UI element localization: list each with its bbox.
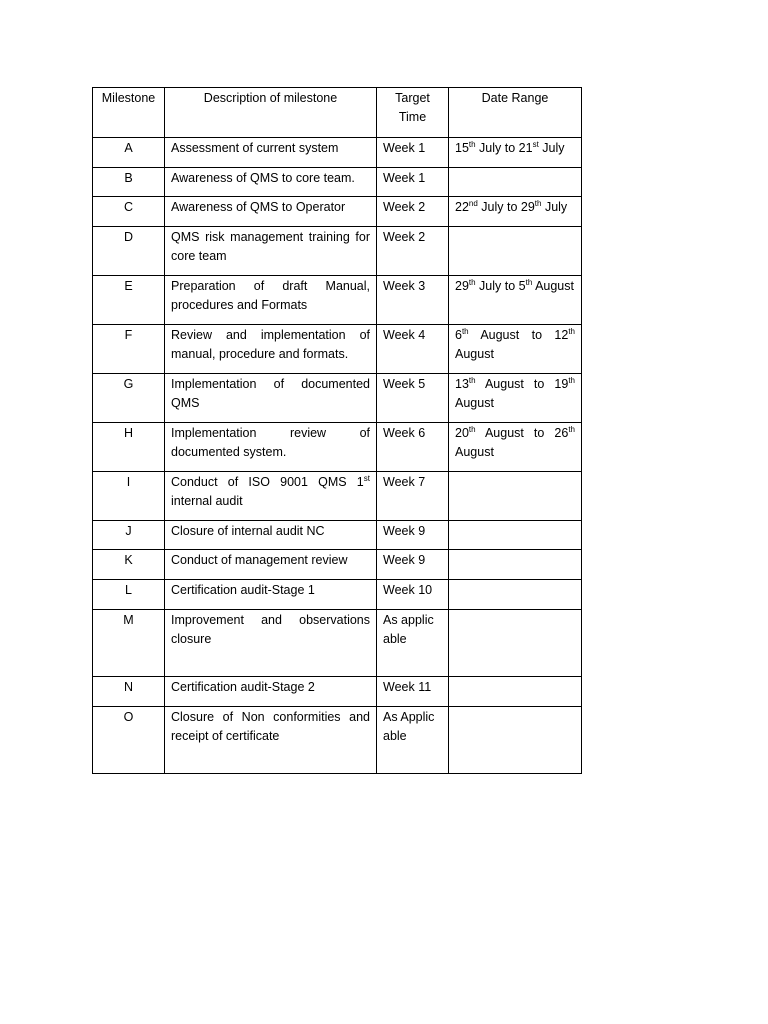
table-row [93, 423, 582, 472]
milestone-id-cell: K [93, 550, 165, 580]
target-time-cell [377, 707, 449, 774]
target-time-text: Week 1 [383, 171, 426, 185]
target-time-cell [377, 472, 449, 521]
date-range-part: August [455, 396, 494, 410]
date-range-part: August to 19 [475, 377, 569, 391]
header-milestone [93, 88, 165, 138]
milestone-id-cell: D [93, 227, 165, 276]
milestone-description-cell: Closure of internal audit NC [165, 521, 377, 550]
table-row [93, 707, 582, 774]
table-row [93, 138, 582, 168]
milestone-id-cell: H [93, 423, 165, 472]
date-range-part: July to 29 [477, 200, 535, 214]
target-time-cell [377, 521, 449, 550]
table-row [93, 580, 582, 610]
target-time-cell [377, 197, 449, 227]
date-range-part: 20 [455, 426, 469, 440]
milestone-description-cell: Conduct of management review [165, 550, 377, 580]
milestone-description-cell: Certification audit-Stage 2 [165, 677, 377, 707]
milestone-id-cell: O [93, 707, 165, 774]
date-range-part: August to 26 [475, 426, 569, 440]
target-time-cell [377, 374, 449, 423]
target-time-cell [377, 610, 449, 677]
date-range-part: July to 21 [475, 141, 533, 155]
date-ordinal-superscript: th [461, 327, 469, 336]
milestone-description-cell: Review and implementation of manual, procedure and formats. [165, 325, 377, 374]
header-description: Description of milestone [165, 88, 377, 138]
date-ordinal-superscript: th [468, 425, 476, 434]
table-row [93, 677, 582, 707]
date-range-part: 6 [455, 328, 462, 342]
target-time-text: Week 9 [383, 553, 426, 567]
target-time-text: Week 7 [383, 475, 426, 489]
target-time-cell [377, 168, 449, 197]
milestone-id-cell: J [93, 521, 165, 550]
target-time-text: Week 2 [383, 200, 426, 214]
target-time-text: Week 4 [383, 328, 426, 342]
table-row [93, 197, 582, 227]
header-milestone-label: Milestone [101, 91, 156, 105]
date-range-cell [449, 374, 582, 423]
date-ordinal-superscript: th [568, 376, 575, 385]
date-range-part: 29 [455, 279, 469, 293]
date-ordinal-superscript: nd [468, 199, 478, 208]
milestone-id-cell: F [93, 325, 165, 374]
target-time-cell [377, 550, 449, 580]
date-range-part: 15 [455, 141, 469, 155]
date-ordinal-superscript: th [534, 199, 542, 208]
date-range-text [455, 375, 575, 413]
milestone-description-cell: Awareness of QMS to Operator [165, 197, 377, 227]
milestone-id-cell: E [93, 276, 165, 325]
date-ordinal-superscript: st [532, 140, 539, 149]
table-row [93, 168, 582, 197]
date-ordinal-superscript: th [568, 425, 575, 434]
target-time-text: Week 6 [383, 426, 426, 440]
target-time-text: Week 2 [383, 230, 426, 244]
date-range-text [455, 424, 575, 462]
target-time-cell [377, 325, 449, 374]
milestone-id-cell: B [93, 168, 165, 197]
date-range-cell [449, 550, 582, 580]
target-time-cell [377, 227, 449, 276]
target-time-cell [377, 423, 449, 472]
date-ordinal-superscript: th [568, 327, 575, 336]
date-range-part: August [455, 445, 494, 459]
target-time-text: Week 5 [383, 377, 426, 391]
milestone-description-cell: Implementation of documented QMS [165, 374, 377, 423]
date-ordinal-superscript: th [468, 140, 476, 149]
milestone-description-cell: Awareness of QMS to core team. [165, 168, 377, 197]
target-time-text: Week 9 [383, 524, 426, 538]
target-time-text: Week 10 [383, 583, 433, 597]
date-range-cell [449, 677, 582, 707]
date-range-cell [449, 168, 582, 197]
table-row [93, 374, 582, 423]
milestone-description-cell: Preparation of draft Manual, procedures and Formats [165, 276, 377, 325]
date-range-part: August to 12 [468, 328, 569, 342]
date-range-cell [449, 423, 582, 472]
date-range-part: July [538, 141, 565, 155]
milestone-description-cell: QMS risk management training for core team [165, 227, 377, 276]
target-time-cell [377, 677, 449, 707]
table-row [93, 610, 582, 677]
milestone-id-cell: G [93, 374, 165, 423]
milestone-id-cell: L [93, 580, 165, 610]
milestone-description-cell [165, 472, 377, 521]
date-range-text [455, 139, 575, 158]
description-tail: internal audit [171, 494, 243, 508]
target-time-cell [377, 138, 449, 168]
date-range-cell [449, 521, 582, 550]
milestone-id-cell: I [93, 472, 165, 521]
table-row [93, 227, 582, 276]
date-range-text [455, 277, 575, 296]
date-range-cell [449, 276, 582, 325]
header-row [93, 88, 582, 138]
target-time-text: Week 11 [383, 680, 432, 694]
header-date-range: Date Range [449, 88, 582, 138]
date-range-part: 22 [455, 200, 469, 214]
table-row [93, 276, 582, 325]
date-range-text [455, 326, 575, 364]
description-text: Conduct of ISO 9001 QMS 1 [171, 475, 364, 489]
milestone-description-cell: Assessment of current system [165, 138, 377, 168]
date-range-part: August [532, 279, 574, 293]
target-time-text: As Applicable [383, 710, 435, 743]
table-row [93, 325, 582, 374]
date-ordinal-superscript: th [525, 278, 533, 287]
table-row [93, 550, 582, 580]
milestone-id-cell: C [93, 197, 165, 227]
date-range-cell [449, 197, 582, 227]
date-range-cell [449, 610, 582, 677]
header-target-time-label: Target Time [395, 91, 430, 124]
milestone-description-cell: Improvement and observations closure [165, 610, 377, 677]
target-time-cell [377, 276, 449, 325]
milestone-id-cell: N [93, 677, 165, 707]
date-range-cell [449, 325, 582, 374]
date-range-text [455, 198, 575, 217]
milestone-id-cell: A [93, 138, 165, 168]
date-range-part: July to 5 [475, 279, 526, 293]
date-range-cell [449, 138, 582, 168]
date-ordinal-superscript: th [468, 278, 476, 287]
target-time-text: As applicable [383, 613, 434, 646]
table-row [93, 521, 582, 550]
date-range-part: July [541, 200, 568, 214]
date-range-cell [449, 227, 582, 276]
date-range-cell [449, 580, 582, 610]
milestone-description-cell: Closure of Non conformities and receipt of certificate [165, 707, 377, 774]
header-target-time [377, 88, 449, 138]
table-row [93, 472, 582, 521]
milestone-description-cell: Certification audit-Stage 1 [165, 580, 377, 610]
date-range-part: August [455, 347, 494, 361]
milestone-id-cell: M [93, 610, 165, 677]
target-time-text: Week 3 [383, 279, 426, 293]
date-ordinal-superscript: th [468, 376, 476, 385]
milestone-table [92, 87, 582, 774]
description-superscript: st [363, 474, 370, 483]
date-range-cell [449, 707, 582, 774]
date-range-part: 13 [455, 377, 469, 391]
target-time-text: Week 1 [383, 141, 426, 155]
date-range-cell [449, 472, 582, 521]
milestone-description-cell: Implementation review of documented system. [165, 423, 377, 472]
target-time-cell [377, 580, 449, 610]
milestone-table-body [93, 138, 582, 774]
